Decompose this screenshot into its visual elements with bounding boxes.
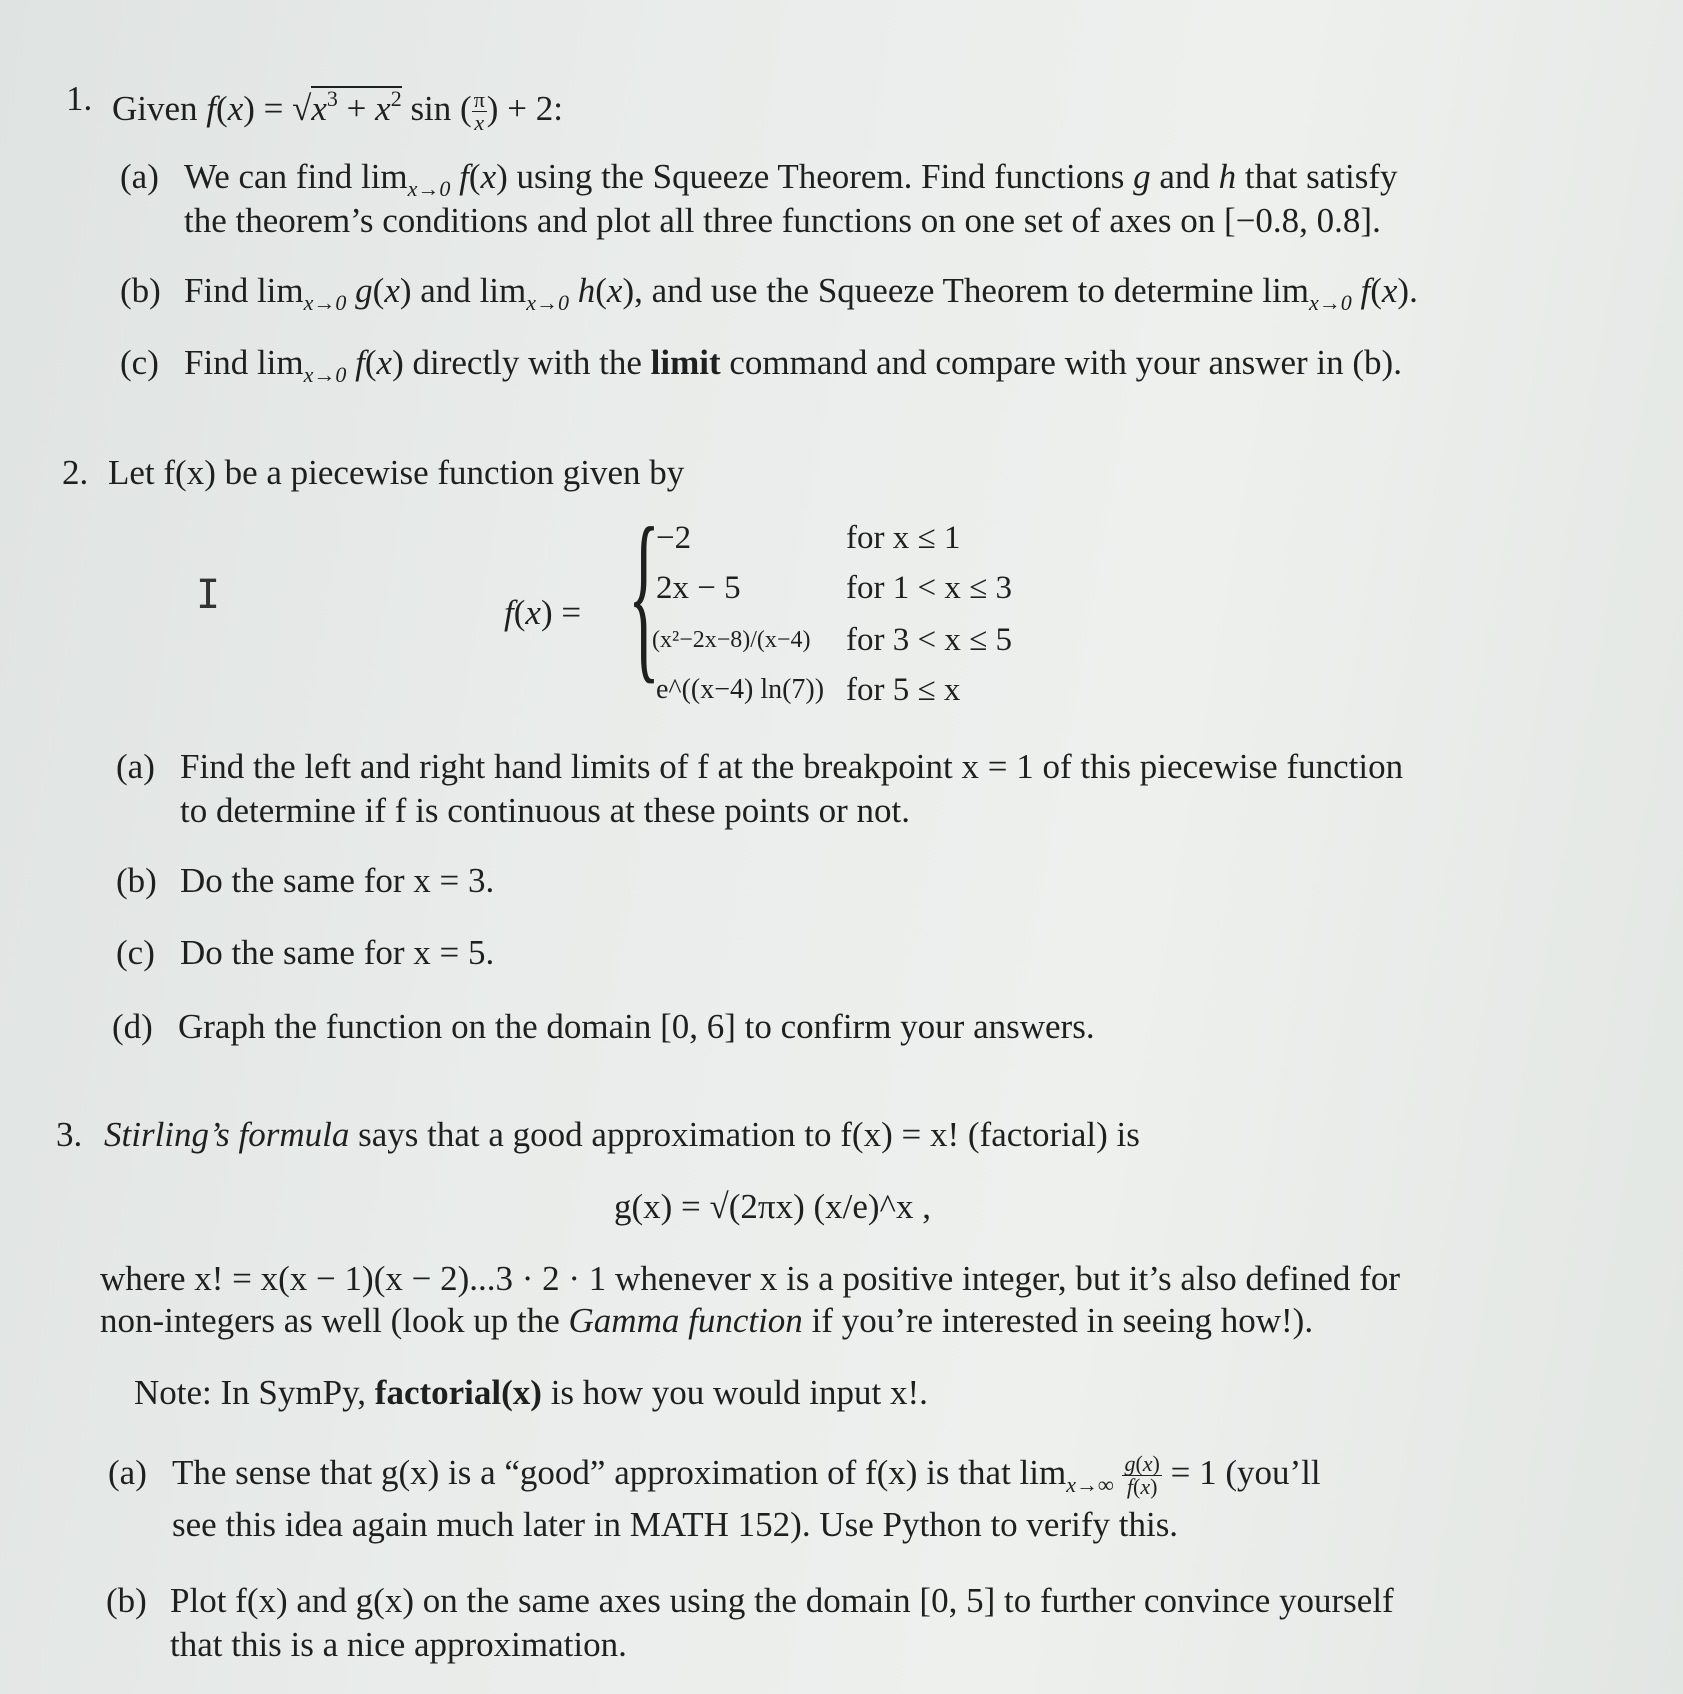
note-text-b: is how you would input x!.	[550, 1373, 928, 1412]
problem-1-number: 1.	[66, 79, 93, 118]
case-1-expr: −2	[656, 520, 692, 556]
problem-3b-line2: that this is a nice approximation.	[170, 1625, 627, 1664]
problem-2-intro: Let f(x) be a piecewise function given by	[108, 453, 685, 492]
problem-1b-text-a: Find	[184, 271, 249, 310]
where-line2-b: if you’re interested in seeing how!).	[811, 1301, 1314, 1340]
problem-1a-line1: We can find $\lim_{x\to 0} f(x)$ using the Squeeze Theorem. Find functions g and h that satisfy	[184, 157, 1398, 201]
problem-3-where-line2	[100, 1300, 1313, 1342]
case-1-cond: for x ≤ 1	[846, 520, 961, 556]
problem-1c-text-c: command and compare with your answer in (b).	[729, 343, 1402, 382]
case-4-cond: for 5 ≤ x	[846, 672, 961, 708]
problem-1c-text-b: directly with the	[412, 343, 642, 382]
where-line2-a: non-integers as well (look up the	[100, 1301, 560, 1340]
problem-2a-label: (a)	[116, 747, 155, 786]
problem-2b-label: (b)	[116, 861, 157, 900]
problem-1a-line2: the theorem’s conditions and plot all three functions on one set of axes on [−0.8, 0.8].	[184, 201, 1381, 240]
problem-1b-line: Find $\lim_{x\to 0} g(x)$ and $\lim_{x\to 0} h(x)$, and use the Squeeze Theorem to determine $\lim_{x\to 0} f(x)$.	[184, 271, 1418, 315]
problem-1b-text-c: , and use the Squeeze Theorem to determine	[634, 271, 1254, 310]
problem-1-intro: Given	[112, 89, 198, 128]
problem-3a-text-b: = 1 (you’ll	[1170, 1453, 1321, 1492]
problem-2a-line1: Find the left and right hand limits of f at the breakpoint x = 1 of this piecewise function	[180, 747, 1404, 786]
problem-3-intro-rest: says that a good approximation to f(x) = x! (factorial) is	[358, 1115, 1140, 1154]
problem-3a-line1: The sense that g(x) is a “good” approximation of f(x) is that $\lim_{x\to\infty}$ $\frac{g(x)}{f(x)}$ = 1 (you’ll	[172, 1451, 1321, 1500]
problem-2c-label: (c)	[116, 933, 155, 972]
problem-3-intro-italic: Stirling’s formula	[104, 1115, 350, 1154]
problem-3b-label: (b)	[106, 1581, 147, 1620]
problem-3-intro	[104, 1114, 1140, 1156]
problem-2c-line: Do the same for x = 5.	[180, 933, 495, 972]
problem-1c-label: (c)	[120, 343, 159, 382]
case-2-expr: 2x − 5	[656, 570, 741, 606]
text-cursor-icon: I	[196, 572, 221, 618]
case-2-cond: for 1 < x ≤ 3	[846, 570, 1012, 606]
problem-1a-label: (a)	[120, 157, 159, 196]
problem-3a-text-a: The sense that g(x) is a “good” approximation of f(x) is that	[172, 1453, 1011, 1492]
problem-3-note	[134, 1372, 928, 1414]
problem-3-where-line1: where x! = x(x − 1)(x − 2)...3 · 2 · 1 whenever x is a positive integer, but it’s also defined for	[100, 1259, 1400, 1298]
note-bold: factorial(x)	[374, 1373, 542, 1412]
piecewise-lhs: f(x) =	[504, 593, 582, 632]
problem-2b-line: Do the same for x = 3.	[180, 861, 495, 900]
case-4-expr: e^((x−4) ln(7))	[656, 674, 825, 705]
problem-2d-label: (d)	[112, 1007, 153, 1046]
problem-1c-text-a: Find	[184, 343, 249, 382]
case-3-cond: for 3 < x ≤ 5	[846, 622, 1012, 658]
problem-2a-line2: to determine if f is continuous at these points or not.	[180, 791, 911, 830]
problem-1a-text-c: that satisfy	[1244, 157, 1398, 196]
problem-1c-bold: limit	[650, 343, 721, 382]
problem-1a-text-a: We can find	[184, 157, 353, 196]
problem-3b-line1: Plot f(x) and g(x) on the same axes using the domain [0, 5] to further convince yourself	[170, 1581, 1394, 1620]
problem-2-number: 2.	[62, 453, 89, 492]
piecewise-brace: {	[628, 490, 660, 700]
problem-3a-label: (a)	[108, 1453, 147, 1492]
problem-1b-label: (b)	[120, 271, 161, 310]
problem-1a-text-b: using the Squeeze Theorem. Find functions	[516, 157, 1125, 196]
stirling-formula: g(x) = √(2πx) (x/e)^x ,	[614, 1187, 931, 1226]
problem-3a-line2: see this idea again much later in MATH 152). Use Python to verify this.	[172, 1505, 1179, 1544]
where-line2-italic: Gamma function	[568, 1301, 803, 1340]
problem-1c-line: Find $\lim_{x\to 0} f(x)$ directly with the limit command and compare with your answer in (b).	[184, 343, 1402, 387]
problem-1-statement: Given $f(x) = √x^3 + x^2$ sin ( $\frac{\pi}{x}$ ) + 2:	[112, 86, 563, 136]
problem-2d-line: Graph the function on the domain [0, 6] to confirm your answers.	[178, 1007, 1095, 1046]
problem-3-number: 3.	[56, 1115, 83, 1154]
note-text-a: Note: In SymPy,	[134, 1373, 367, 1412]
case-3-expr: (x²−2x−8)/(x−4)	[652, 627, 811, 653]
problem-1b-text-b: and	[420, 271, 471, 310]
